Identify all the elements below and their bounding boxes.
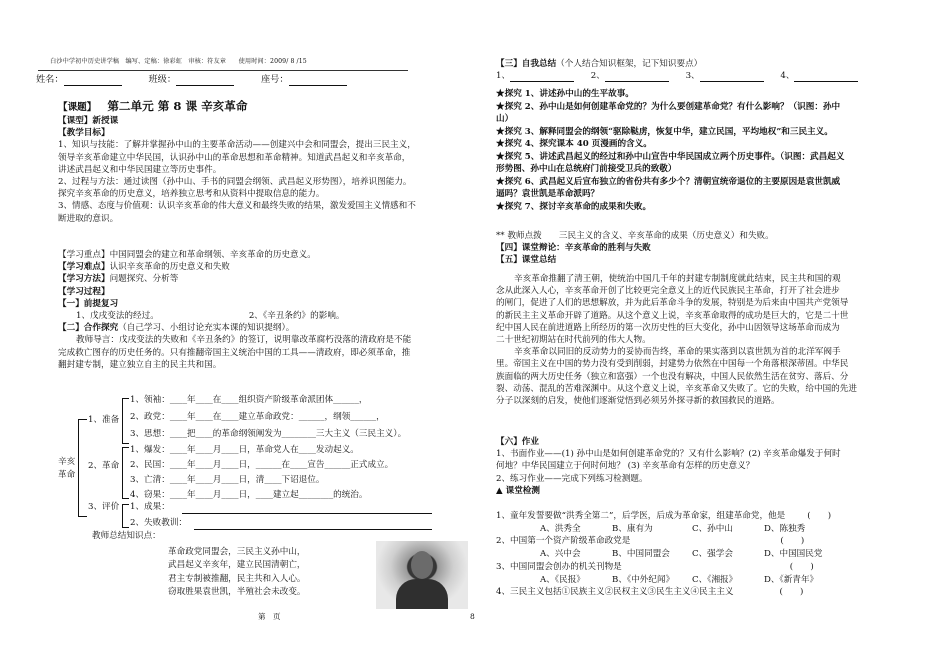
question-text: 2、中国第一个资产阶级革命政党是 [496, 536, 631, 547]
summary-line: 辛亥革命以同旧的反动势力的妥协而告终，革命的果实落到以袁世凯为首的北洋军阀手 [514, 347, 841, 358]
option[interactable]: C、《湘报》 [692, 574, 738, 585]
eval-item: 2、失败教训： [130, 518, 188, 528]
homework-heading: 【六】作业 [496, 437, 539, 447]
teacher-intro-line: 教师导言：戊戌变法的失败和《辛丑条约》的签订，说明靠改革腐朽没落的清政府是不能 [76, 335, 412, 346]
summary-line: 分子以深刻的启发，使他们逐渐觉悟到必须另外探寻新的救国救民的道路。 [496, 396, 780, 407]
class-summary-text [496, 273, 916, 407]
question [496, 535, 916, 548]
self-item-blank[interactable] [605, 72, 669, 82]
explore-item: ★探究 1、讲述孙中山的生平故事。 [496, 89, 634, 99]
summary-line: 里。帝国主义在中国的势力没有受到削弱，封建势力依然在中国每一个角落根深蒂固。中华民 [496, 359, 849, 370]
option[interactable]: D、《新青年》 [764, 574, 819, 585]
goal-line: 1、知识与技能：了解并掌握孙中山的主要革命活动——创建兴中会和同盟会，提出三民主义， [58, 140, 416, 151]
diagram-branch-eval: 3、评价 [88, 502, 120, 512]
question [496, 586, 916, 599]
option[interactable]: D、中国国民党 [764, 549, 823, 560]
explore-item: 形势图、孙中山在总统府门前接受卫兵的致敬） [496, 164, 677, 175]
self-item-label: 3、 [685, 71, 700, 82]
explore-item: ★探究 2、孙中山是如何创建革命党的？为什么要创建革命党？有什么影响？（识图：孙中 [496, 101, 841, 112]
question [496, 510, 916, 523]
summary-line: 辛亥革命推翻了清王朝，使统治中国几千年的封建专制制度就此结束，民主共和国的观 [514, 274, 841, 284]
summary-line: 族面临的两大历史任务（独立和富强）一个也没有解决，中国人民依然生活在贫穷、落后、分 [496, 371, 849, 382]
option[interactable]: C、孙中山 [692, 523, 733, 534]
sun-yat-sen-portrait [376, 541, 468, 609]
question-options [496, 523, 916, 536]
review-questions [58, 310, 462, 322]
topic-label: 【课题】 [58, 102, 97, 113]
goal-line: 断进取的意识。 [58, 213, 119, 224]
knowledge-diagram [58, 395, 462, 544]
homework-line: 何地？中华民国建立于何时何地？ (3) 辛亥革命有怎样的历史意义？ [496, 461, 755, 472]
revolution-item: 4、窃果：____年____月____日，____建立起________的统治。 [130, 490, 368, 500]
self-summary-section [496, 58, 916, 82]
hint-debate-section [496, 230, 916, 267]
answer-bracket[interactable]: ( ) [789, 561, 814, 572]
answer-bracket[interactable]: ( ) [780, 536, 805, 547]
goals-heading: 【教学目标】 [58, 128, 110, 139]
answer-bracket[interactable]: ( ) [807, 511, 832, 521]
self-item-blank[interactable] [794, 72, 858, 82]
name-blank[interactable] [64, 76, 122, 86]
homework-section [496, 436, 916, 497]
revolution-brace [122, 447, 129, 499]
goals-section [58, 115, 462, 225]
summary-poem [168, 546, 388, 599]
review-heading: 【一】前提复习 [58, 298, 119, 309]
explore-item: ★探究 5、讲述武昌起义的经过和孙中山宣告中华民国成立两个历史事件。（识图：武昌起义 [496, 151, 845, 162]
portrait-body [396, 579, 448, 609]
method [58, 273, 462, 285]
option[interactable]: B、康有为 [612, 523, 653, 534]
revolution-item: 3、亡清：____年____月____日，清____下诏退位。 [130, 475, 325, 485]
prep-item: 3、思想：____把____的革命纲领阐发为________三大主义（三民主义）。 [130, 429, 407, 439]
summary-line: 裂、动荡、混乱的苦难深渊中。从这个意义上说，辛亥革命又失败了。它的失败，给中国的先进 [496, 383, 857, 394]
self-summary-heading-row [496, 58, 916, 70]
summary-line: 的闸门，促进了人们的思想解放，并为此后革命斗争的发展，特别是为后来由中国共产党领导 [496, 298, 849, 309]
lesson-type: 【课型】新授课 [58, 116, 119, 126]
goal-line: 领导辛亥革命建立中华民国，认识孙中山的革命思想和革命精神。知道武昌起义和辛亥革命， [58, 152, 411, 163]
coop-row [58, 322, 462, 334]
class-test-questions [496, 510, 916, 599]
teacher-hint: ** 教师点拨 三民主义的含义、辛亥革命的成果（历史意义）和失败。 [496, 231, 774, 241]
question [496, 561, 916, 574]
portrait-face [411, 551, 433, 579]
method-text: 问题探究、分析等 [109, 274, 179, 285]
difficulty [58, 261, 462, 273]
question-text: 4、三民主义包括①民族主义②民权主义③民生主义④民主主义 [496, 587, 734, 598]
review-item: 2、《辛丑条约》的影响。 [248, 311, 345, 322]
self-item-blank[interactable] [510, 72, 574, 82]
method-label: 【学习方法】 [58, 274, 110, 285]
self-item-blank[interactable] [700, 72, 764, 82]
student-info-row [36, 73, 371, 86]
poem-line: 窃取胜果袁世凯，半殖社会未改变。 [168, 586, 306, 597]
summary-line: 念从此深入人心，辛亥革命开创了比较更完全意义上的近代民族民主革命，打开了社会进步 [496, 286, 840, 297]
teacher-intro-line: 完成救亡图存的历史任务的。只有推翻帝国主义统治中国的工具——清政府，即必须革命，推 [58, 347, 411, 358]
difficulty-label: 【学习难点】 [58, 262, 110, 273]
coop-note: （自己学习、小组讨论充实本课的知识提纲）。 [118, 323, 295, 334]
diagram-root: 辛亥革命 [58, 457, 76, 480]
goal-line: 讲述武昌起义和中华民国建立等历史事件。 [58, 164, 222, 175]
seat-blank[interactable] [289, 76, 347, 86]
review-item: 1、戊戌变法的经过。 [76, 311, 159, 322]
option[interactable]: A、洪秀全 [540, 523, 581, 534]
goal-line: 探究辛亥革命的历史意义，培养独立思考和从资料中提取信息的能力。 [58, 189, 325, 200]
explore-item: 逼吗？袁世凯是革命派吗？ [496, 189, 600, 200]
self-summary-blanks [496, 70, 916, 82]
question-options [496, 574, 916, 587]
summary-line: 纪中国人民在前进道路上所经历的第一次历史性的巨大变化，孙中山因领导这场革命而成为 [496, 322, 840, 333]
explore-item: 山） [496, 114, 514, 125]
answer-bracket[interactable]: ( ) [779, 587, 804, 598]
class-blank[interactable] [176, 76, 234, 86]
poem-line: 君主专制被推翻，民主共和入人心。 [168, 573, 306, 584]
diagram-root-brace [78, 419, 87, 517]
class-test-heading: ▲ 课堂检测 [496, 485, 540, 496]
seat-label: 座号： [260, 74, 289, 85]
self-item-label: 2、 [590, 71, 605, 82]
revolution-item: 1、爆发：____年____月____日，革命党人在____发动起义。 [130, 445, 359, 455]
option[interactable]: C、强学会 [692, 549, 733, 560]
summary-label: 教师总结知识点： [92, 531, 161, 541]
eval-item: 1、成果： [130, 502, 170, 512]
homework-line: 1、书面作业——(1) 孙中山是如何创建革命党的？又有什么影响？(2) 辛亥革命爆发于何时 [496, 449, 841, 460]
class-label: 班级： [148, 74, 177, 85]
teacher-intro-line: 翻封建专制，建立独立自主的民主共和国。 [58, 359, 222, 370]
name-label: 姓名： [36, 74, 64, 85]
summary-line: 的新民主主义革命开辟了道路。从这个意义上说，辛亥革命取得的成功是巨大的，它是二十世 [496, 310, 849, 321]
key-point [58, 249, 462, 261]
key-point-text: 【学习重点】中国同盟会的建立和革命纲领、辛亥革命的历史意义。 [58, 250, 316, 260]
question-text: 3、中国同盟会创办的机关刊物是 [496, 561, 622, 572]
explore-item: ★探究 6、武昌起义后宣布独立的省份共有多少个？清朝宣统帝退位的主要原因是袁世凯威 [496, 176, 841, 187]
page-number: 8 [470, 612, 475, 621]
explore-item: ★探究 4、探究课本 40 页漫画的含义。 [496, 139, 652, 150]
eval-answer-line[interactable] [182, 513, 432, 514]
topic-row [58, 98, 462, 115]
diagram-branch-prep: 1、准备 [88, 415, 120, 425]
self-summary-note: （个人结合知识框架，记下知识要点） [556, 59, 703, 69]
summary-line: 二十世纪初期站在时代前列的伟大人物。 [496, 335, 651, 346]
eval-brace [122, 504, 129, 528]
key-points-section [58, 249, 462, 371]
question-options [496, 548, 916, 561]
difficulty-text: 认识辛亥革命的历史意义和失败 [109, 262, 230, 273]
lesson-title: 第二单元 第 8 课 辛亥革命 [107, 99, 248, 113]
revolution-item: 2、民国：____年____月____日，______在____宣告______正式成立。 [130, 460, 394, 470]
explore-item: ★探究 3、解释同盟会的纲领“驱除鞑虏，恢复中华，建立民国，平均地权”和三民主义。 [496, 126, 833, 137]
coop-heading: 【二】合作探究 [58, 323, 119, 334]
self-item-label: 1、 [496, 71, 511, 82]
option[interactable]: A、兴中会 [540, 549, 581, 560]
class-debate: 【四】课堂辩论：辛亥革命的胜利与失败 [496, 243, 651, 254]
explore-item: ★探究 7、探讨辛亥革命的成果和失败。 [496, 201, 652, 212]
poem-line: 革命政党同盟会，三民主义孙中山， [168, 547, 306, 557]
prep-item: 2、政党：____年____在____建立革命政党：______，纲领______， [130, 412, 385, 422]
goal-line: 3、情感、态度与价值观：认识辛亥革命的伟大意义和最终失败的结果，激发爱国主义情感和不 [58, 201, 416, 212]
left-page-footer: 第 页 [258, 612, 281, 621]
header-divider [38, 70, 408, 71]
goal-line: 2、过程与方法：通过读图（孙中山、手书的同盟会纲领、武昌起义形势图），培养识图能力。 [58, 177, 412, 188]
self-summary-heading: 【三】自我总结 [496, 59, 557, 69]
prep-brace [122, 398, 129, 444]
diagram-branch-revolution: 2、革命 [88, 461, 120, 471]
poem-line: 武昌起义辛亥年，建立民国清朝亡， [168, 560, 306, 571]
prep-item: 1、领袖：____年____在____组织资产阶级革命派团体______， [130, 395, 368, 405]
explore-section [496, 88, 916, 213]
option[interactable]: B、《中外纪闻》 [612, 574, 675, 585]
process-heading: 【学习过程】 [58, 286, 110, 297]
page-header: 白沙中学初中历史讲学稿 编写、定稿：徐彩虹 审核：符友章 使用时间：2009/ 8 /15 [50, 58, 307, 65]
option[interactable]: D、陈独秀 [764, 523, 806, 534]
homework-line: 2、练习作业——完成下列练习检测题。 [496, 473, 648, 484]
question-text: 1、童年发誓要做“洪秀全第二”，后学医，后成为革命家，组建革命党，他是 [496, 511, 786, 521]
self-item-label: 4、 [780, 71, 795, 82]
option[interactable]: A、《民报》 [540, 574, 585, 585]
class-summary-heading: 【五】课堂总结 [496, 255, 557, 266]
option[interactable]: B、中国同盟会 [612, 549, 670, 560]
